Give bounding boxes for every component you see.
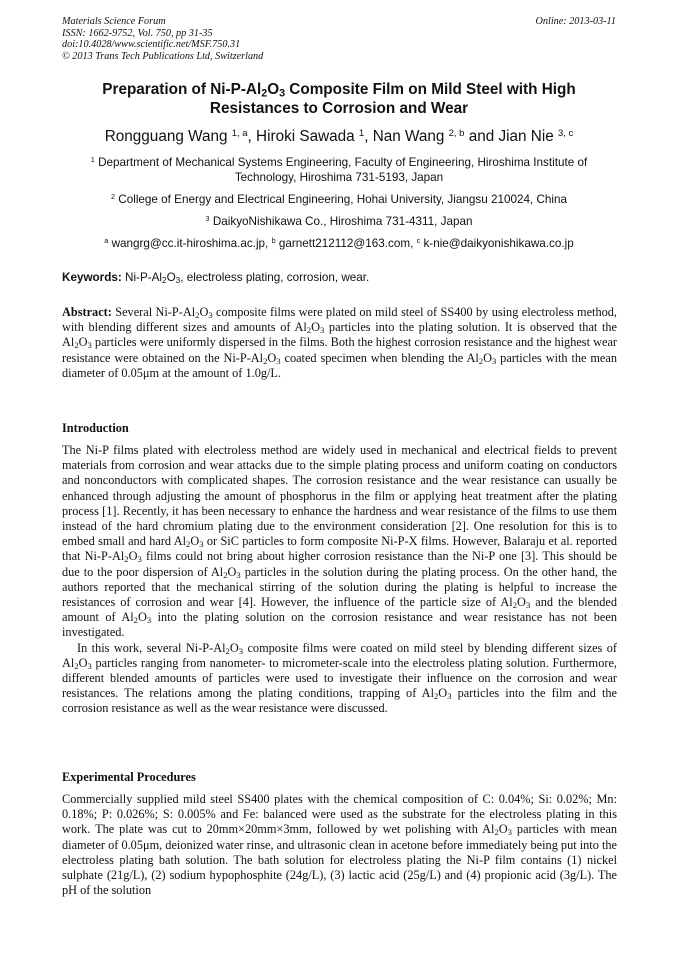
affiliation-3: $^3$ DaikyoNishikawa Co., Hiroshima 731-4311, Japan: [205, 214, 473, 228]
online-date: Online: 2013-03-11: [535, 16, 616, 27]
abstract: Abstract: Several $Ni-P-Al_2O_3$ composite films were plated on mild steel of SS400 by using electroless method, with blending different sizes and amounts of $Al_2O_3$ particles into the plating solution. It is observed that the $Al_2O_3$ particles were uniformly dispersed in the films. Both the highest corrosion resistance and the highest wear resistance were obtained on the $Ni-P-Al_2O_3$ coated specimen when blending the $Al_2O_3$ particles with the mean diameter of 0.05μm at the amount of 1.0g/L.: [62, 305, 617, 380]
email-link[interactable]: $^a$ wangrg@cc.it-hiroshima.ac.jp,: [104, 236, 272, 250]
paragraph: Commercially supplied mild steel SS400 plates with the chemical composition of C: 0.04%; Si: 0.02%; Mn: 0.18%; P: 0.026%; S: 0.005% and Fe: balanced were used as the substrate for the electroless plating in this work. The plate was cut to 20mm×20mm×3mm, followed by wet polishing with $Al_2O_3$ particles with mean diameter of 0.05μm, deionized water rinse, and ultrasonic clean in acetone before immediately being put into the electroless plating bath solution. The bath solution for electroless plating the Ni-P film contains (1) nickel sulphate (21g/L), (2) sodium hypophosphite (24g/L), (3) lactic acid (25g/L) and (4) propionic acid (3g/L). The pH of the solution: [62, 792, 617, 898]
title-line-2: Resistances to Corrosion and Wear: [209, 100, 469, 117]
doi: doi:10.4028/www.scientific.net/MSF.750.31: [62, 39, 241, 51]
journal-name: Materials Science Forum: [62, 16, 166, 27]
title-line-1: Preparation of $Ni-P-Al_2O_3$ Composite Film on Mild Steel with High: [102, 81, 576, 100]
issn: ISSN: 1662-9752, Vol. 750, pp 31-35: [62, 27, 213, 39]
email-link[interactable]: $^c$ k-nie@daikyonishikawa.co.jp: [416, 236, 574, 250]
paper-title: [60, 80, 618, 118]
affiliation-1: $^1$ Department of Mechanical Systems Engineering, Faculty of Engineering, Hiroshima Institute of Technology, Hiroshima 731-5193, Japan: [90, 155, 588, 184]
section-heading-experimental: Experimental Procedures: [62, 770, 196, 784]
author: Nan Wang $^{2, b}$: [372, 127, 465, 145]
affiliation-2: $^2$ College of Energy and Electrical Engineering, Hohai University, Jiangsu 210024, China: [110, 192, 567, 206]
author: Hiroki Sawada $^1$: [256, 127, 365, 145]
experimental-body: [62, 792, 617, 898]
email-list: [40, 236, 638, 251]
paragraph: The Ni-P films plated with electroless method are widely used in mechanical and electrical fields to prevent materials from corrosion and wear attacks due to the simple plating process and uniform coating on conductors and nonconductors with complicated shapes. The corrosion resistance and the wear resistance can usually be enhanced through adjusting the amount of phosphorus in the film or applying heat treatment after the plating process [1]. Recently, it has been necessary to enhance the hardness and wear resistance of the films to use them instead of the hard chromium plating due to the environment consideration [2]. One resolution for this is to embed small and hard $Al_2O_3$ or SiC particles to form composite Ni-P-X films. However, Balaraju et al. reported that $Ni-P-Al_2O_3$ films could not bring about higher corrosion resistance than the Ni-P one [3]. This should be due to the poor dispersion of $Al_2O_3$ particles in the solution during the plating process. On the other hand, the authors reported that the mechanical stirring of the solution during the plating is helpful to increase the resistances of corrosion and wear [4]. However, the influence of the particle size of $Al_2O_3$ and the blended amount of $Al_2O_3$ into the plating solution on the corrosion resistance and wear resistance has not been investigated.: [62, 443, 617, 640]
introduction-body: [62, 443, 617, 717]
author: Jian Nie $^{3, c}$: [498, 127, 574, 145]
author: Rongguang Wang $^{1, a}$: [104, 127, 248, 145]
copyright: © 2013 Trans Tech Publications Ltd, Switzerland: [62, 50, 264, 62]
email-link[interactable]: $^b$ garnett212112@163.com,: [271, 236, 417, 250]
keywords: Keywords: $Ni-P-Al_2O_3$, electroless plating, corrosion, wear.: [62, 271, 370, 286]
author-list: Rongguang Wang $^{1, a}$, Hiroki Sawada $^1$, Nan Wang $^{2, b}$ and Jian Nie $^{3, c}$: [104, 127, 574, 145]
paragraph: In this work, several $Ni-P-Al_2O_3$ composite films were coated on mild steel by blending different sizes of $Al_2O_3$ particles ranging from nanometer- to micrometer-scale into the electroless plating solution. Furthermore, different blended amounts of particles were used to investigate their influence on the corrosion and wear resistances. The relations among the plating conditions, trapping of $Al_2O_3$ particles into the film and the corrosion resistance as well as the wear resistance were discussed.: [62, 640, 617, 716]
section-heading-introduction: Introduction: [62, 421, 129, 435]
